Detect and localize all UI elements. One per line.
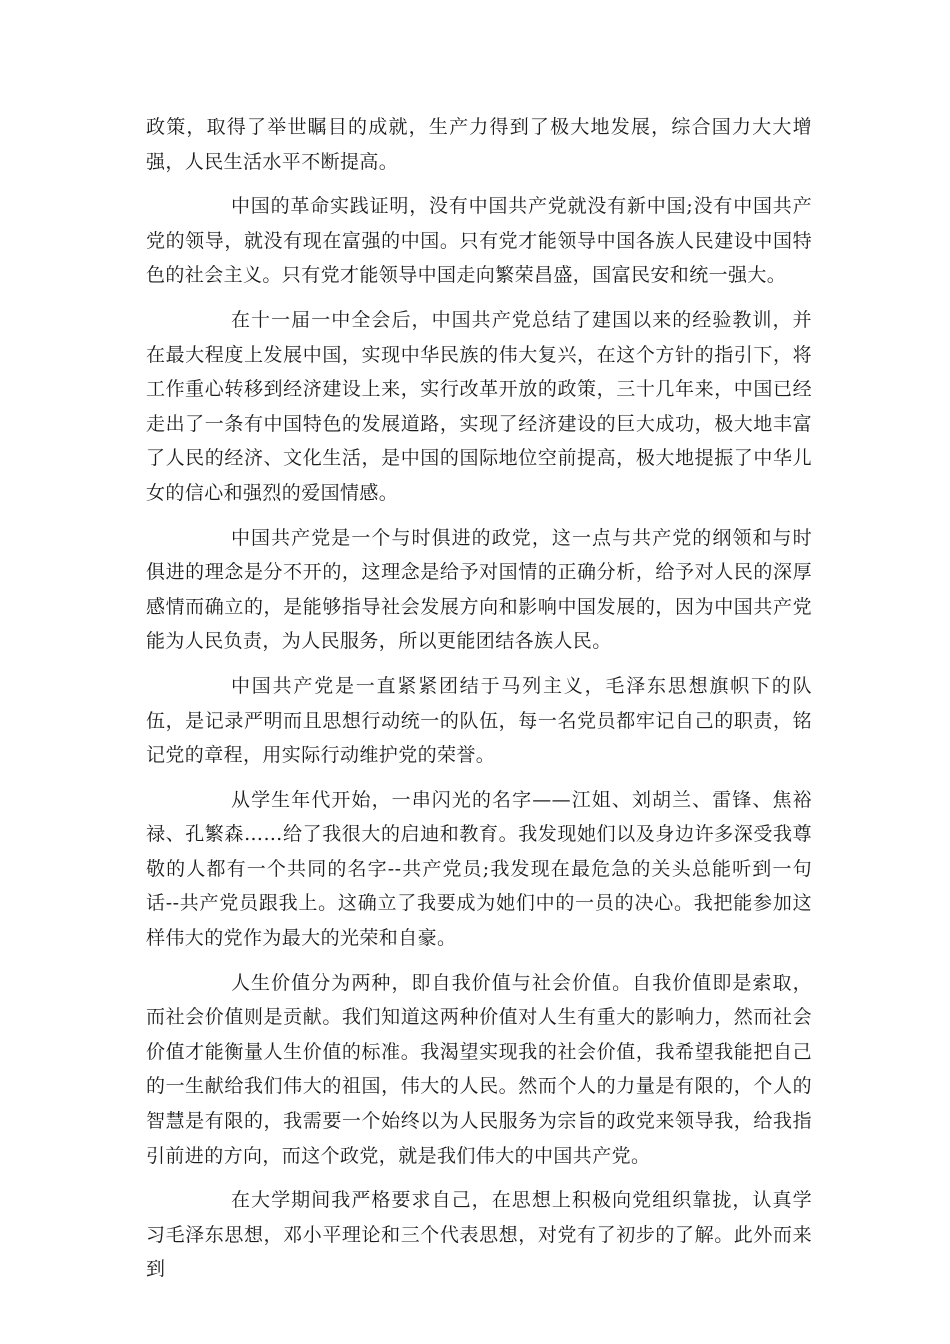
paragraph: 中国共产党是一个与时俱进的政党，这一点与共产党的纲领和与时俱进的理念是分不开的，这理念是给予对国情的正确分析，给予对人民的深厚感情而确立的，是能够指导社会发展方向和影响中国发展的，因为中国共产党能为人民负责，为人民服务，所以更能团结各族人民。 [146, 526, 812, 653]
paragraph: 在十一届一中全会后，中国共产党总结了建国以来的经验教训，并在最大程度上发展中国，实现中华民族的伟大复兴，在这个方针的指引下，将工作重心转移到经济建设上来，实行改革开放的政策，三十几年来，中国已经走出了一条有中国特色的发展道路，实现了经济建设的巨大成功，极大地丰富了人民的经济、文化生活，是中国的国际地位空前提高，极大地提振了中华儿女的信心和强烈的爱国情感。 [146, 308, 812, 504]
paragraph: 在大学期间我严格要求自己，在思想上积极向党组织靠拢，认真学习毛泽东思想，邓小平理论和三个代表思想，对党有了初步的了解。此外而来到 [146, 1189, 812, 1281]
document-body [146, 110, 812, 1297]
paragraph: 从学生年代开始，一串闪光的名字——江姐、刘胡兰、雷锋、焦裕禄、孔繁森……给了我很大的启迪和教育。我发现她们以及身边许多深受我尊敬的人都有一个共同的名字--共产党员;我发现在最危急的关头总能听到一句话--共产党员跟我上。这确立了我要成为她们中的一员的决心。我把能参加这样伟大的党作为最大的光荣和自豪。 [146, 788, 812, 950]
paragraph: 中国的革命实践证明，没有中国共产党就没有新中国;没有中国共产党的领导，就没有现在富强的中国。只有党才能领导中国各族人民建设中国特色的社会主义。只有党才能领导中国走向繁荣昌盛，国富民安和统一强大。 [146, 195, 812, 287]
paragraph: 人生价值分为两种，即自我价值与社会价值。自我价值即是索取，而社会价值则是贡献。我们知道这两种价值对人生有重大的影响力，然而社会价值才能衡量人生价值的标准。我渴望实现我的社会价值，我希望我能把自己的一生献给我们伟大的祖国，伟大的人民。然而个人的力量是有限的，个人的智慧是有限的，我需要一个始终以为人民服务为宗旨的政党来领导我，给我指引前进的方向，而这个政党，就是我们伟大的中国共产党。 [146, 971, 812, 1167]
paragraph: 政策，取得了举世瞩目的成就，生产力得到了极大地发展，综合国力大大增强，人民生活水平不断提高。 [146, 116, 812, 173]
paragraph: 中国共产党是一直紧紧团结于马列主义，毛泽东思想旗帜下的队伍，是记录严明而且思想行动统一的队伍，每一名党员都牢记自己的职责，铭记党的章程，用实际行动维护党的荣誉。 [146, 674, 812, 767]
